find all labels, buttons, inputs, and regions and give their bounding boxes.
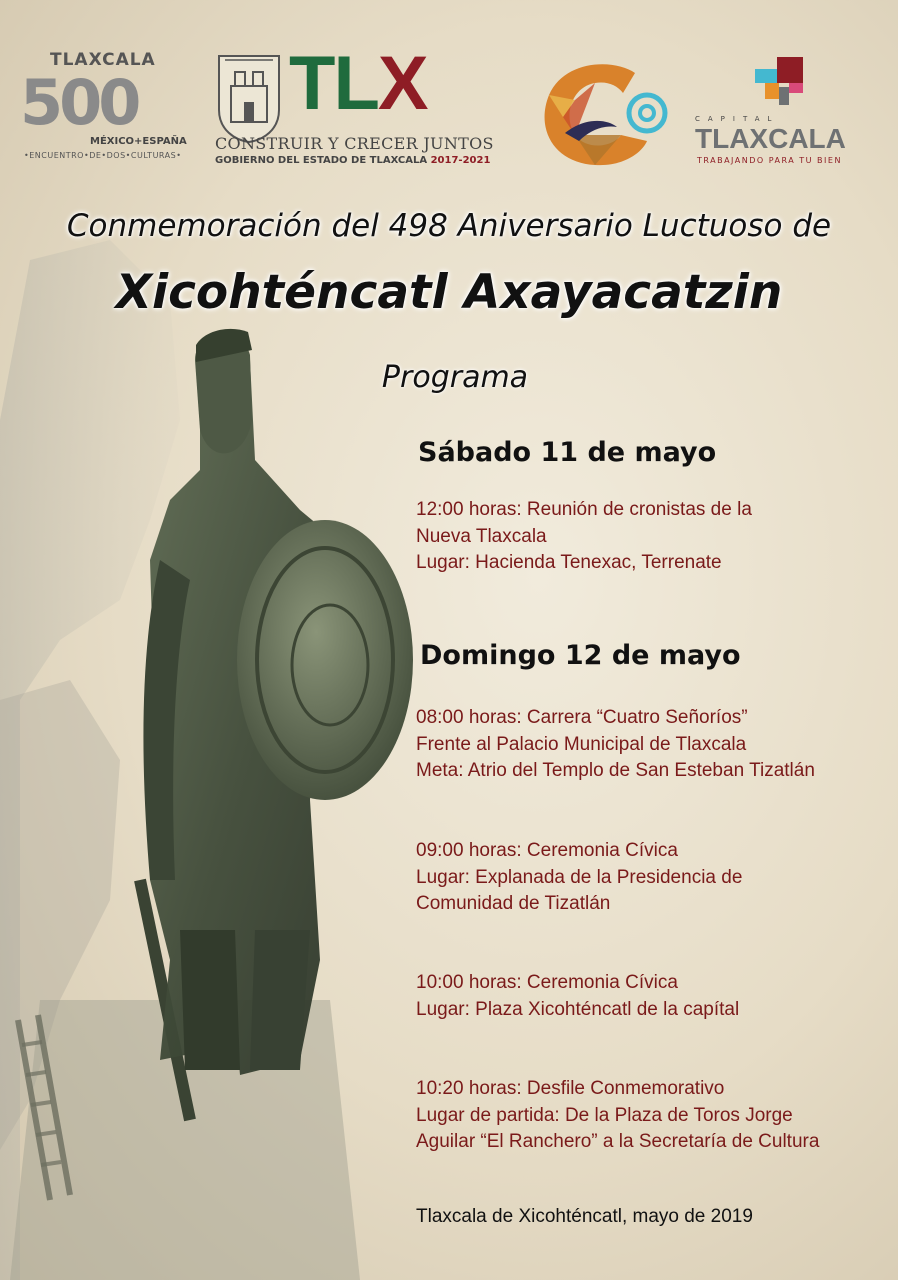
gobierno-slogan: CONSTRUIR Y CRECER JUNTOS xyxy=(215,134,494,153)
gobierno-tlx-logo xyxy=(215,41,505,170)
title-name: Xicohténcatl Axayacatzin xyxy=(115,265,783,320)
logo-500-tagline: •ENCUENTRO•DE•DOS•CULTURAS• xyxy=(24,151,182,160)
event-block xyxy=(416,838,742,918)
event-line: Frente al Palacio Municipal de Tlaxcala xyxy=(416,733,747,755)
event-line: 10:20 horas: Desfile Conmemorativo xyxy=(416,1078,725,1099)
event-line: 12:00 horas: Reunión de cronistas de la xyxy=(416,499,752,520)
cultura-at-logo xyxy=(535,55,680,170)
title-programa: Programa xyxy=(381,360,529,395)
event-line: Comunidad de Tizatlán xyxy=(416,893,611,914)
event-line: 08:00 horas: Carrera “Cuatro Señoríos” xyxy=(416,707,748,728)
logo-500-country: MÉXICO+ESPAÑA xyxy=(90,136,187,147)
event-block xyxy=(416,1076,819,1156)
event-block xyxy=(416,497,752,577)
capital-tlaxcala-logo xyxy=(695,55,880,170)
capital-emblem-icon xyxy=(753,57,817,109)
footer-place-date: Tlaxcala de Xicohténcatl, mayo de 2019 xyxy=(416,1206,753,1227)
day-heading-sunday: Domingo 12 de mayo xyxy=(420,640,741,671)
capital-name: TLAXCALA xyxy=(695,123,846,154)
title-conmemoracion: Conmemoración del 498 Aniversario Luctuoso de xyxy=(66,208,832,244)
event-block xyxy=(416,970,739,1023)
event-line: Lugar: Hacienda Tenexac, Terrenate xyxy=(416,552,722,573)
event-line: Nueva Tlaxcala xyxy=(416,525,547,547)
capital-slogan: TRABAJANDO PARA TU BIEN xyxy=(697,156,842,165)
tlaxcala-500-logo xyxy=(20,50,185,165)
tlx-wordmark: TLX xyxy=(289,41,427,126)
event-block xyxy=(416,705,815,785)
event-line: 09:00 horas: Ceremonia Cívica xyxy=(416,840,678,861)
event-line: Lugar: Explanada de la Presidencia de xyxy=(416,866,743,888)
logo-500-title: TLAXCALA xyxy=(50,50,156,70)
capital-label: CAPITAL xyxy=(695,115,780,123)
event-line: Aguilar “El Ranchero” a la Secretaría de Cultura xyxy=(416,1131,820,1152)
event-line: Lugar: Plaza Xicohténcatl de la capítal xyxy=(416,998,740,1020)
day-heading-saturday: Sábado 11 de mayo xyxy=(418,437,717,468)
event-line: Meta: Atrio del Templo de San Esteban Tizatlán xyxy=(416,760,815,781)
gobierno-label: GOBIERNO DEL ESTADO DE TLAXCALA 2017-2021 xyxy=(215,155,491,166)
event-line: 10:00 horas: Ceremonia Cívica xyxy=(416,972,678,993)
logo-500-number: 500 xyxy=(20,66,138,139)
event-line: Lugar de partida: De la Plaza de Toros Jorge xyxy=(416,1104,793,1126)
coat-of-arms-icon xyxy=(215,52,283,144)
